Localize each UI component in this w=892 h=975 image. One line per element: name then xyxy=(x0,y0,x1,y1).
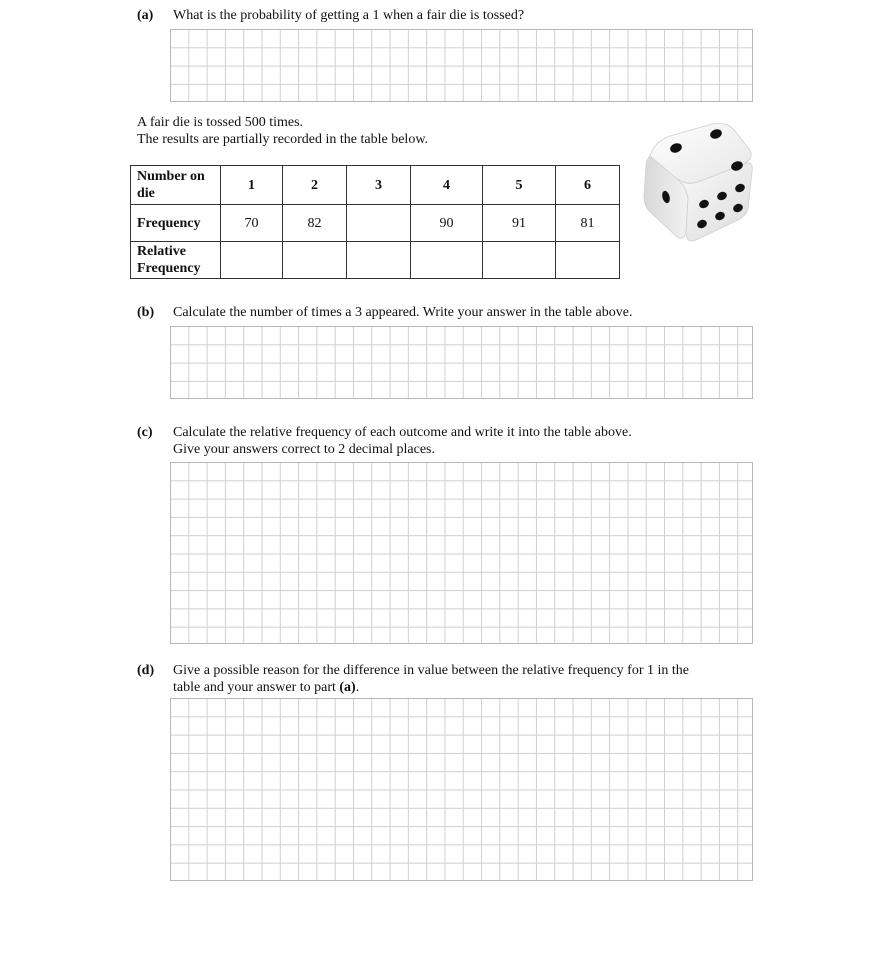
table-row-frequency xyxy=(131,205,620,242)
number-cell-4: 4 xyxy=(411,166,483,205)
row-header-frequency: Frequency xyxy=(131,205,221,242)
relative-frequency-cell-6[interactable] xyxy=(556,242,620,279)
number-cell-1: 1 xyxy=(221,166,283,205)
answer-grid-a[interactable] xyxy=(170,29,753,102)
part-c-line-1: Calculate the relative frequency of each outcome and write it into the table above. xyxy=(173,425,632,440)
number-cell-5: 5 xyxy=(483,166,556,205)
relative-frequency-cell-2[interactable] xyxy=(283,242,347,279)
number-cell-2: 2 xyxy=(283,166,347,205)
intro-line-2: The results are partially recorded in the table below. xyxy=(137,132,429,147)
frequency-cell-1: 70 xyxy=(221,205,283,242)
table-row-number xyxy=(131,166,620,205)
frequency-cell-2: 82 xyxy=(283,205,347,242)
table-row-relative-frequency xyxy=(131,242,620,279)
part-c-label: (c) xyxy=(137,425,153,440)
relative-frequency-cell-4[interactable] xyxy=(411,242,483,279)
answer-grid-c[interactable] xyxy=(170,462,753,644)
answer-grid-d[interactable] xyxy=(170,698,753,881)
part-b-question: Calculate the number of times a 3 appeared. Write your answer in the table above. xyxy=(173,305,633,320)
frequency-cell-5: 91 xyxy=(483,205,556,242)
intro-line-1: A fair die is tossed 500 times. xyxy=(137,115,304,130)
answer-grid-b[interactable] xyxy=(170,326,753,399)
part-a-question: What is the probability of getting a 1 when a fair die is tossed? xyxy=(173,8,525,23)
number-cell-3: 3 xyxy=(347,166,411,205)
frequency-cell-3[interactable] xyxy=(347,205,411,242)
relative-frequency-cell-3[interactable] xyxy=(347,242,411,279)
frequency-cell-6: 81 xyxy=(556,205,620,242)
frequency-table xyxy=(130,165,620,279)
part-c-line-2: Give your answers correct to 2 decimal places. xyxy=(173,442,436,457)
part-d-line-1: Give a possible reason for the difference in value between the relative frequency for 1 in the xyxy=(173,663,689,678)
relative-frequency-cell-1[interactable] xyxy=(221,242,283,279)
row-header-relative-frequency: Relative Frequency xyxy=(131,242,221,279)
part-b-label: (b) xyxy=(137,305,155,320)
number-cell-6: 6 xyxy=(556,166,620,205)
relative-frequency-cell-5[interactable] xyxy=(483,242,556,279)
part-d-label: (d) xyxy=(137,663,155,678)
part-d-line-2: table and your answer to part (a). xyxy=(173,680,360,695)
row-header-number: Number on die xyxy=(131,166,221,205)
dice-icon xyxy=(640,120,756,244)
part-a-label: (a) xyxy=(137,8,154,23)
part-a-reference: (a) xyxy=(339,680,356,695)
frequency-cell-4: 90 xyxy=(411,205,483,242)
